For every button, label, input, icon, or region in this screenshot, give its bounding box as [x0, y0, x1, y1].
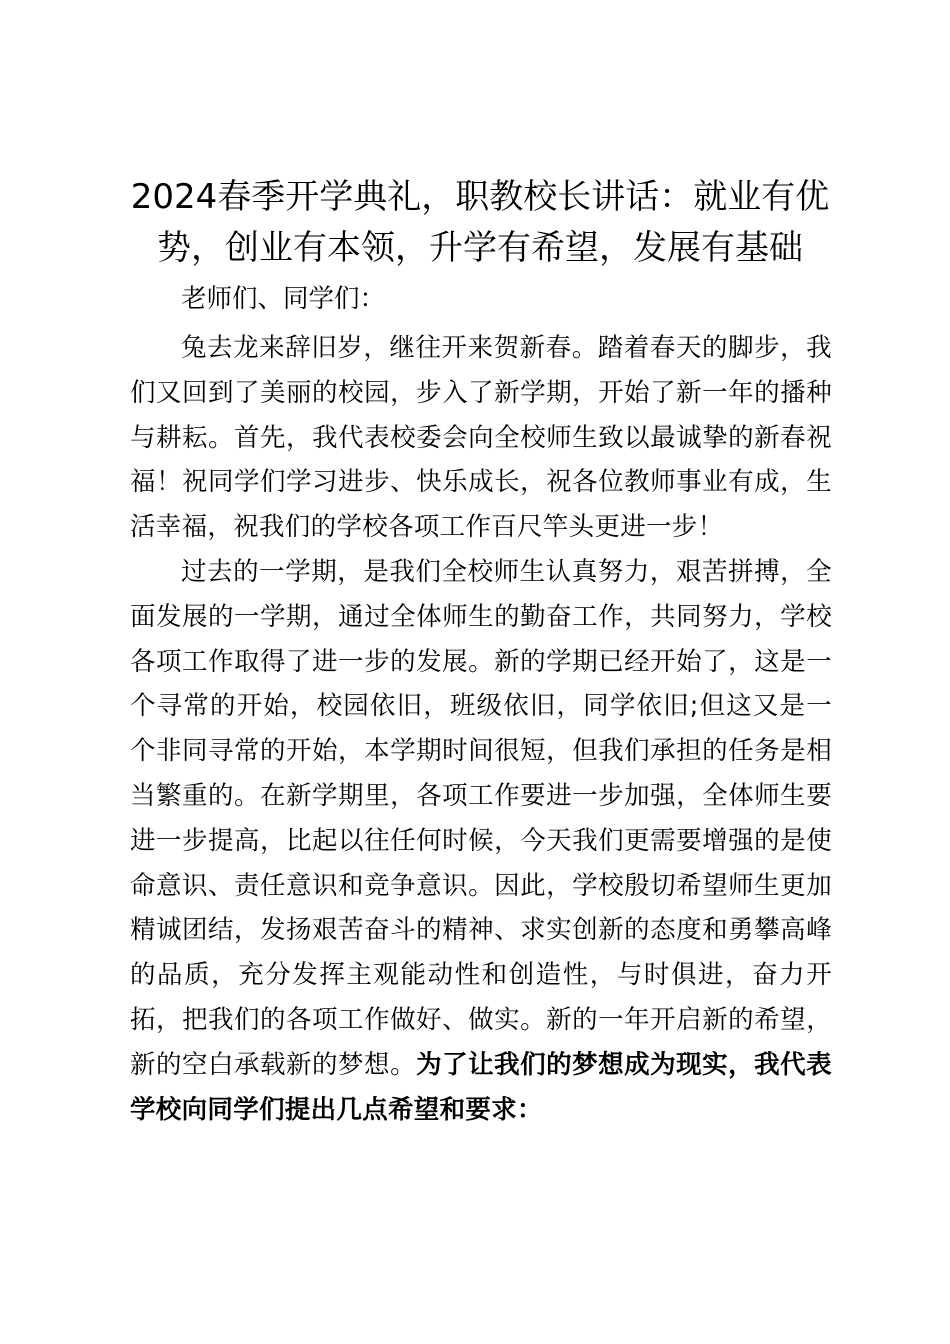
salutation: 老师们、同学们：: [181, 284, 386, 314]
document-title: 2024春季开学典礼，职教校长讲话：就业有优势，创业有本领，升学有希望，发展有基础: [130, 177, 830, 268]
paragraph-2: [130, 550, 832, 1132]
paragraph-2-text: 过去的一学期，是我们全校师生认真努力，艰苦拼搏，全面发展的一学期，通过全体师生的勤奋工作，共同努力，学校各项工作取得了进一步的发展。新的学期已经开始了，这是一个寻常的开始，校园依旧，班级依旧，同学依旧;但这又是一个非同寻常的开始，本学期时间很短，但我们承担的任务是相当繁重的。在新学期里，各项工作要进一步加强，全体师生要进一步提高，比起以往任何时候，今天我们更需要增强的是使命意识、责任意识和竞争意识。因此，学校殷切希望师生更加精诚团结，发扬艰苦奋斗的精神、求实创新的态度和勇攀高峰的品质，充分发挥主观能动性和创造性，与时俱进，奋力开拓，把我们的各项工作做好、做实。新的一年开启新的希望，新的空白承载新的梦想。: [130, 556, 832, 1080]
document-body: [130, 280, 832, 1132]
paragraph-1: 兔去龙来辞旧岁，继往开来贺新春。踏着春天的脚步，我们又回到了美丽的校园，步入了新学期，开始了新一年的播种与耕耘。首先，我代表校委会向全校师生致以最诚挚的新春祝福！祝同学们学习进步、快乐成长，祝各位教师事业有成，生活幸福，祝我们的学校各项工作百尺竿头更进一步！: [130, 333, 832, 543]
paragraph-2-bold-request: 为了让我们的梦想成为现实，我代表学校向同学们提出几点希望和要求：: [130, 1049, 832, 1125]
